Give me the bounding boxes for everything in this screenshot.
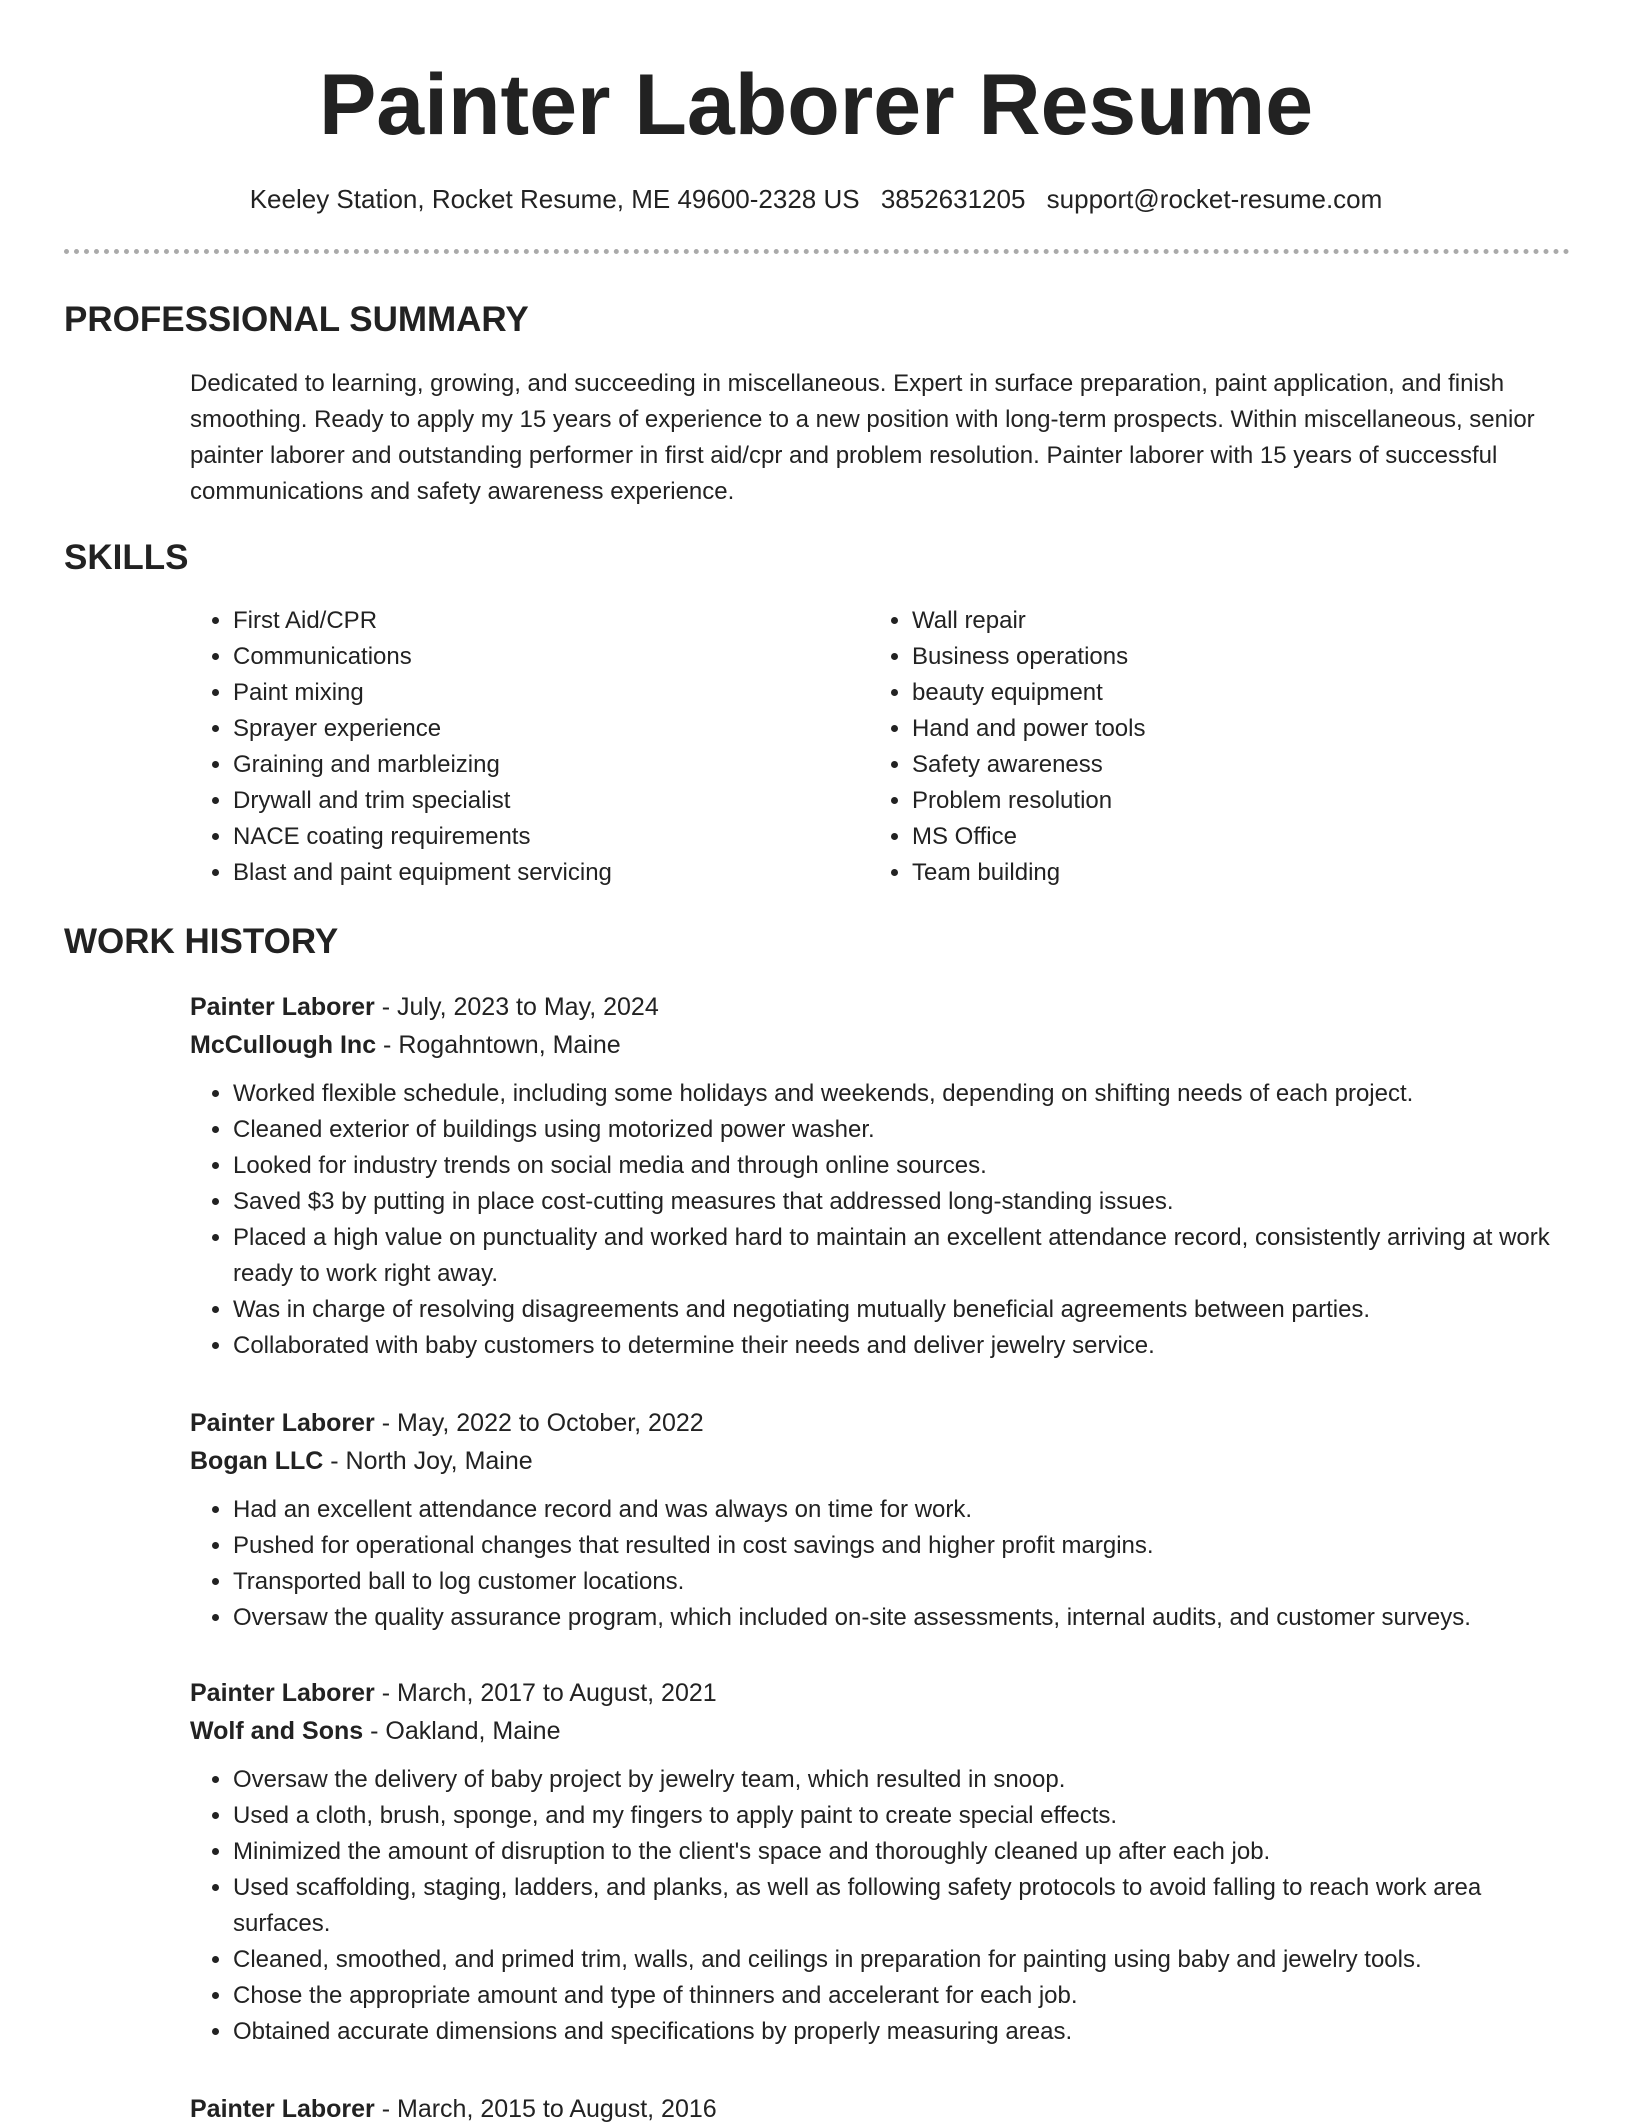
- duty-item: • Cleaned, smoothed, and primed trim, walls, and ceilings in preparation for painting using baby and jewelry tools.: [233, 1942, 1570, 1978]
- contact-address: Keeley Station, Rocket Resume, ME 49600-2328 US: [249, 184, 860, 214]
- job-company: Wolf and Sons: [190, 1717, 364, 1745]
- work-heading: WORK HISTORY: [64, 922, 339, 961]
- skill-item: • Paint mixing: [233, 675, 833, 711]
- summary-heading: PROFESSIONAL SUMMARY: [64, 300, 529, 339]
- job-entry: [190, 1404, 1570, 1636]
- job-title: Painter Laborer: [190, 2095, 375, 2123]
- skill-item: • beauty equipment: [912, 675, 1512, 711]
- skill-item: • Team building: [912, 855, 1512, 891]
- duty-item: • Used scaffolding, staging, ladders, and planks, as well as following safety protocols to avoid falling to reach work area surfaces.: [233, 1870, 1570, 1942]
- skill-item: • Communications: [233, 639, 833, 675]
- skill-item: • Drywall and trim specialist: [233, 783, 833, 819]
- contact-phone: 3852631205: [880, 184, 1026, 214]
- job-company: McCullough Inc: [190, 1031, 377, 1059]
- duty-item: • Cleaned exterior of buildings using motorized power washer.: [233, 1112, 1570, 1148]
- duty-item: • Used a cloth, brush, sponge, and my fingers to apply paint to create special effects.: [233, 1798, 1570, 1834]
- skill-item: • Problem resolution: [912, 783, 1512, 819]
- duty-item: • Placed a high value on punctuality and worked hard to maintain an excellent attendance record, consistently arriving at work ready to work right away.: [233, 1220, 1570, 1292]
- resume-title: Painter Laborer Resume: [318, 57, 1314, 153]
- contact-line: [0, 182, 1632, 216]
- header-divider: [64, 249, 1570, 254]
- job-location: North Joy, Maine: [345, 1447, 533, 1475]
- skill-item: • Safety awareness: [912, 747, 1512, 783]
- contact-email: support@rocket-resume.com: [1046, 184, 1383, 214]
- job-dates: March, 2015 to August, 2016: [397, 2095, 717, 2123]
- job-duties: [190, 1762, 1570, 2050]
- duty-item: • Pushed for operational changes that resulted in cost savings and higher profit margins.: [233, 1528, 1570, 1564]
- job-company-line: Wolf and Sons - Oakland, Maine: [190, 1717, 561, 1745]
- skill-item: • Wall repair: [912, 603, 1512, 639]
- duty-item: • Worked flexible schedule, including some holidays and weekends, depending on shifting needs of each project.: [233, 1076, 1570, 1112]
- job-company-line: McCullough Inc - Rogahntown, Maine: [190, 1031, 621, 1059]
- skills-heading: SKILLS: [64, 538, 189, 577]
- job-duties: [190, 1492, 1570, 1636]
- skills-list-left: [190, 603, 833, 891]
- job-entry: [190, 2090, 1570, 2128]
- job-location: Oakland, Maine: [385, 1717, 561, 1745]
- job-title: Painter Laborer: [190, 1409, 375, 1437]
- duty-item: • Oversaw the delivery of baby project by jewelry team, which resulted in snoop.: [233, 1762, 1570, 1798]
- duty-item: • Oversaw the quality assurance program, which included on-site assessments, internal audits, and customer surveys.: [233, 1600, 1570, 1636]
- job-entry: [190, 1674, 1570, 2050]
- job-dates: May, 2022 to October, 2022: [397, 1409, 704, 1437]
- skill-item: • First Aid/CPR: [233, 603, 833, 639]
- skill-item: • Business operations: [912, 639, 1512, 675]
- job-title-line: Painter Laborer - July, 2023 to May, 2024: [190, 993, 659, 1021]
- duty-item: • Chose the appropriate amount and type of thinners and accelerant for each job.: [233, 1978, 1570, 2014]
- skill-item: • NACE coating requirements: [233, 819, 833, 855]
- job-dates: March, 2017 to August, 2021: [397, 1679, 717, 1707]
- skill-item: • MS Office: [912, 819, 1512, 855]
- job-title-line: Painter Laborer - May, 2022 to October, 2022: [190, 1409, 704, 1437]
- summary-text: Dedicated to learning, growing, and succeeding in miscellaneous. Expert in surface preparation, paint application, and finish smoothing. Ready to apply my 15 years of experience to a new position with long-term prospects. Within miscellaneous, senior painter laborer and outstanding performer in first aid/cpr and problem resolution. Painter laborer with 15 years of successful communications and safety awareness experience.: [190, 370, 1535, 505]
- skill-item: • Hand and power tools: [912, 711, 1512, 747]
- duty-item: • Transported ball to log customer locations.: [233, 1564, 1570, 1600]
- skill-item: • Graining and marbleizing: [233, 747, 833, 783]
- duty-item: • Obtained accurate dimensions and specifications by properly measuring areas.: [233, 2014, 1570, 2050]
- job-title-line: Painter Laborer - March, 2017 to August, 2021: [190, 1679, 717, 1707]
- duty-item: • Collaborated with baby customers to determine their needs and deliver jewelry service.: [233, 1328, 1570, 1364]
- job-title: Painter Laborer: [190, 1679, 375, 1707]
- job-duties: [190, 1076, 1570, 1364]
- job-entry: [190, 988, 1570, 1364]
- job-dates: July, 2023 to May, 2024: [397, 993, 659, 1021]
- duty-item: • Had an excellent attendance record and was always on time for work.: [233, 1492, 1570, 1528]
- duty-item: • Was in charge of resolving disagreements and negotiating mutually beneficial agreements between parties.: [233, 1292, 1570, 1328]
- job-title-line: Painter Laborer - March, 2015 to August, 2016: [190, 2095, 717, 2123]
- duty-item: • Looked for industry trends on social media and through online sources.: [233, 1148, 1570, 1184]
- job-company-line: Bogan LLC - North Joy, Maine: [190, 1447, 533, 1475]
- skill-item: • Blast and paint equipment servicing: [233, 855, 833, 891]
- job-company: Bogan LLC: [190, 1447, 324, 1475]
- job-location: Rogahntown, Maine: [398, 1031, 621, 1059]
- duty-item: • Saved $3 by putting in place cost-cutting measures that addressed long-standing issues.: [233, 1184, 1570, 1220]
- skills-list-right: [869, 603, 1512, 891]
- job-title: Painter Laborer: [190, 993, 375, 1021]
- duty-item: • Minimized the amount of disruption to the client's space and thoroughly cleaned up after each job.: [233, 1834, 1570, 1870]
- skill-item: • Sprayer experience: [233, 711, 833, 747]
